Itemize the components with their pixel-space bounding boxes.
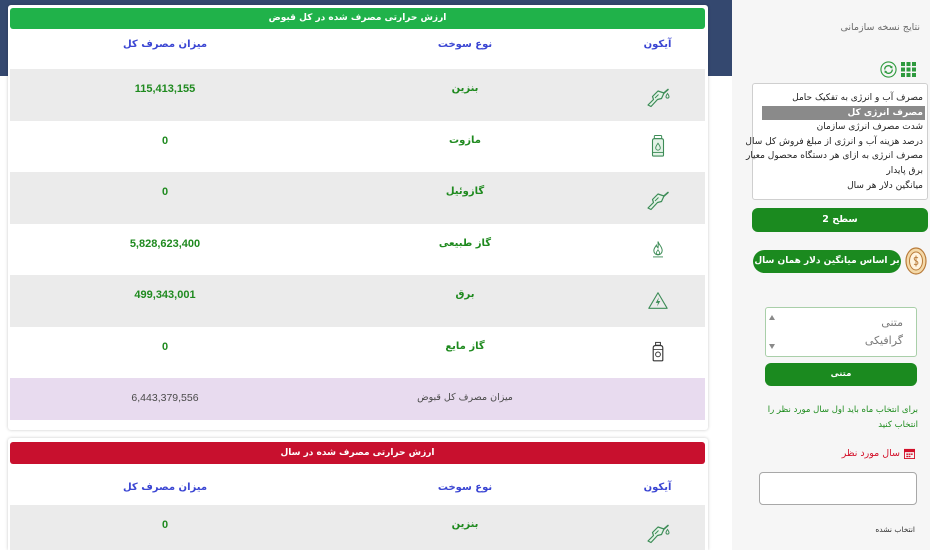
total-value: 115,413,155 [134, 83, 196, 95]
view-mode-select[interactable] [765, 307, 917, 357]
table-row [10, 121, 705, 173]
summary-label: میزان مصرف کل قبوض [417, 392, 513, 403]
icon-cell [610, 224, 705, 276]
flame-icon [648, 239, 668, 259]
fuel-type: بنزین [451, 83, 479, 94]
total-value: 0 [161, 340, 169, 353]
column-header-icon: آیکون [643, 39, 672, 50]
year-input[interactable] [759, 472, 917, 505]
table-row [10, 327, 705, 379]
report-item[interactable]: مصرف انرژی کل [762, 106, 925, 121]
fuel-type: گاز مایع [445, 340, 485, 352]
total-value: 499,343,001 [134, 289, 196, 301]
level-button[interactable]: سطح 2 [752, 208, 928, 232]
column-header-fuel-type: نوع سوخت [437, 482, 493, 493]
total-value: 0 [161, 186, 169, 198]
currency-basis-button[interactable]: بر اساس میانگین دلار همان سال [753, 250, 901, 273]
view-mode-option[interactable]: گرافیکی [864, 334, 903, 347]
yearly-consumption-card [8, 438, 708, 550]
report-item[interactable]: میانگین دلار هر سال [847, 180, 923, 191]
fuel-type: برق [455, 289, 475, 300]
summary-total-value: 6,443,379,556 [131, 392, 199, 404]
report-item[interactable]: مصرف انرژی به ازای هر دستگاه محصول معیار [745, 151, 923, 162]
month-hint: برای انتخاب ماه باید اول سال مورد نظر را انتخاب کنید [767, 405, 918, 430]
grid-icon[interactable] [901, 62, 916, 77]
scroll-down-icon[interactable] [769, 344, 775, 349]
icon-cell [610, 327, 705, 379]
view-mode-button[interactable]: متنی [765, 363, 917, 386]
total-value: 5,828,623,400 [129, 237, 201, 250]
view-mode-option[interactable]: متنی [881, 316, 903, 329]
total-consumption-card [8, 5, 708, 430]
total-value: 0 [161, 519, 169, 531]
scroll-up-icon[interactable] [769, 315, 775, 320]
electricity-icon [647, 290, 669, 312]
table-header-row [10, 464, 705, 505]
column-header-total: میزان مصرف کل [122, 482, 208, 493]
calendar-icon [904, 448, 915, 459]
fuel-canister-icon [647, 134, 669, 158]
coin-icon [905, 247, 927, 275]
sidebar [732, 0, 930, 550]
fuel-type: گاز طبیعی [438, 237, 492, 249]
listbox-scrollbar[interactable] [767, 309, 778, 355]
year-label [842, 448, 915, 459]
month-status: انتخاب نشده [875, 525, 915, 534]
fuel-type: گازوئیل [445, 186, 485, 197]
sidebar-title: نتایج نسخه سازمانی [840, 22, 920, 33]
report-item[interactable]: مصرف آب و انرژی به تفکیک حامل [792, 93, 923, 103]
column-header-fuel-type: نوع سوخت [437, 39, 493, 50]
empty-cell [610, 378, 705, 420]
column-header-total: میزان مصرف کل [122, 39, 208, 50]
table-row [10, 69, 705, 121]
total-value: 0 [161, 134, 169, 147]
table-row [10, 275, 705, 327]
gas-cylinder-icon [650, 341, 666, 363]
card-title: ارزش حرارتی مصرف شده در سال [10, 442, 705, 464]
table-header-row [10, 29, 705, 69]
table-row [10, 505, 705, 550]
fuel-type: بنزین [451, 519, 479, 530]
fuel-nozzle-icon [645, 82, 671, 108]
report-item[interactable]: برق پایدار [886, 165, 923, 176]
fuel-type: مازوت [449, 134, 481, 146]
fuel-nozzle-icon [645, 185, 671, 211]
year-label-text: سال مورد نظر [841, 448, 900, 459]
icon-cell [610, 121, 705, 173]
table-row [10, 224, 705, 276]
column-header-icon: آیکون [643, 482, 672, 493]
fuel-nozzle-icon [645, 518, 671, 544]
table-row [10, 172, 705, 224]
report-item[interactable]: درصد هزینه آب و انرژی از مبلغ فروش کل سال [745, 136, 923, 147]
card-title: ارزش حرارتی مصرف شده در کل قبوض [10, 8, 705, 29]
report-list [745, 83, 928, 200]
report-item[interactable]: شدت مصرف انرژی سازمان [816, 122, 923, 133]
icon-cell [610, 69, 705, 121]
summary-row [10, 378, 705, 420]
refresh-icon[interactable] [880, 61, 897, 78]
icon-cell [610, 275, 705, 327]
icon-cell [610, 505, 705, 550]
icon-cell [610, 172, 705, 224]
